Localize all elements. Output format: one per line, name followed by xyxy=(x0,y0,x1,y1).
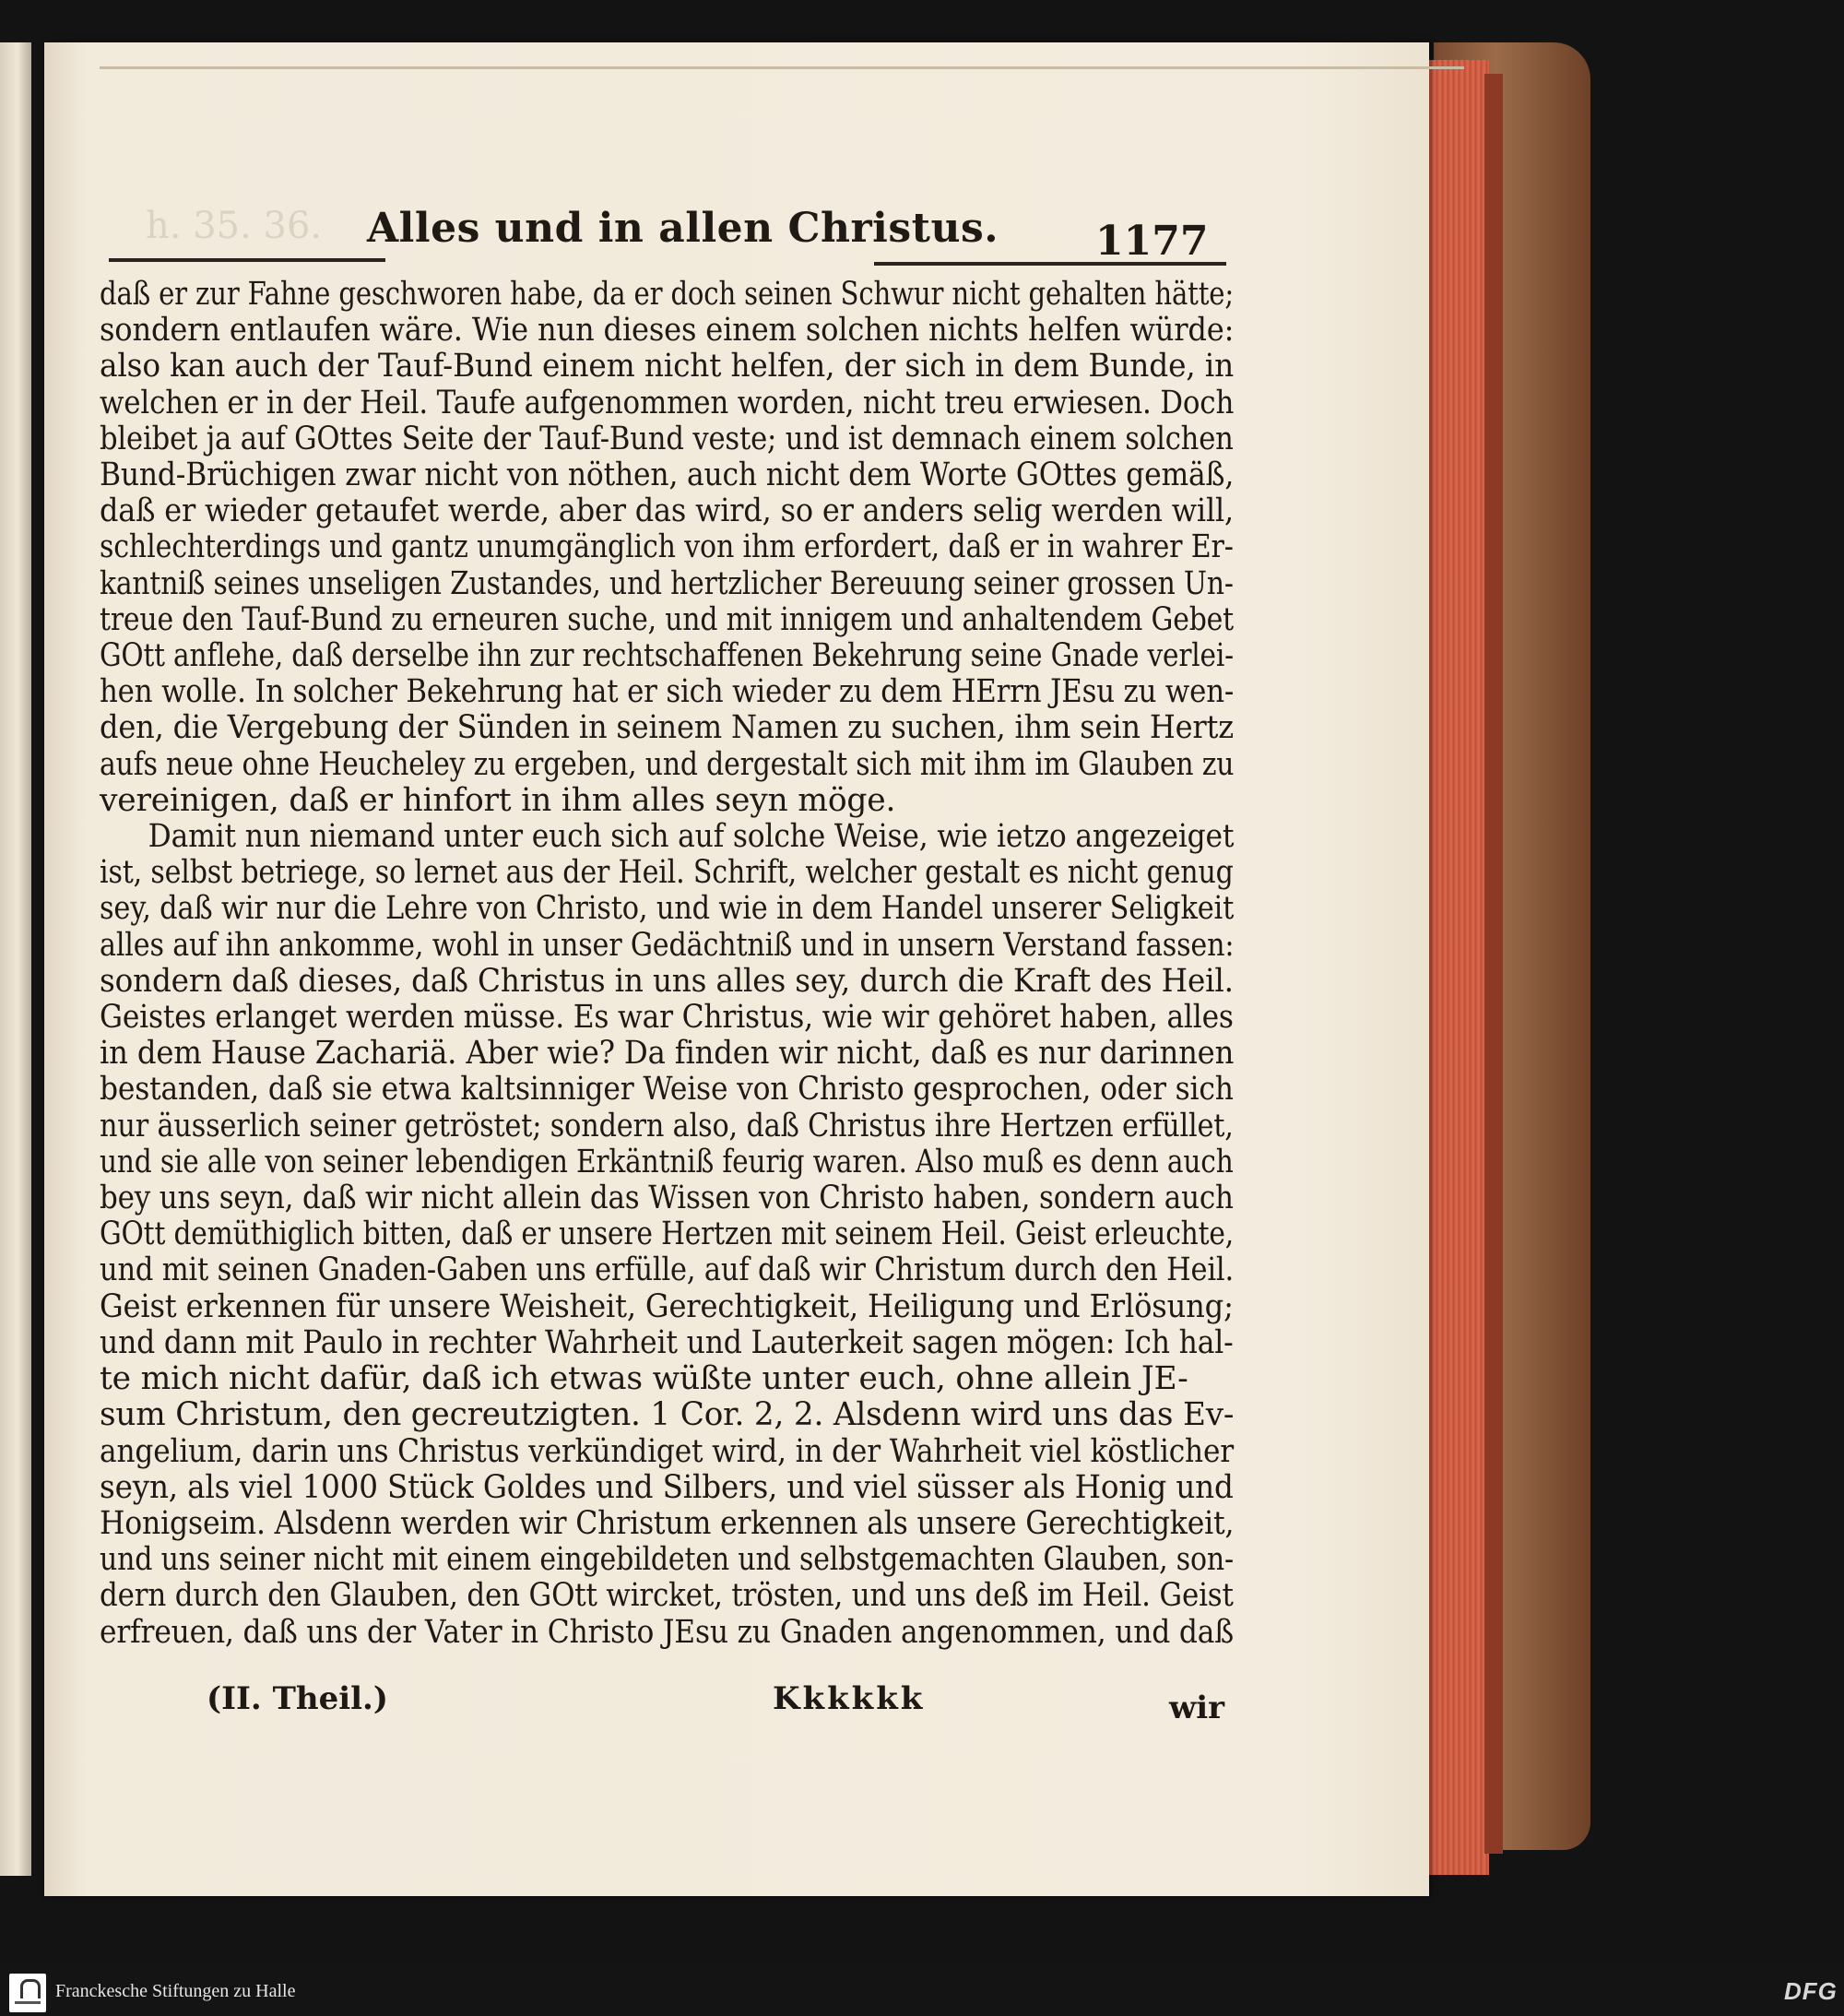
text-line: angelium, darin uns Christus verkündiget wird, in der Wahrheit viel köstlicher xyxy=(100,1432,1235,1470)
text-line: bleibet ja auf GOttes Seite der Tauf-Bund veste; und ist demnach einem solchen xyxy=(100,420,1234,457)
text-line: Bund-Brüchigen zwar nicht von nöthen, auch nicht dem Worte GOttes gemäß, xyxy=(100,457,1235,494)
text-line: seyn, als viel 1000 Stück Goldes und Silbers, und viel süsser als Honig und xyxy=(100,1468,1234,1506)
page-edge-shadow xyxy=(1484,74,1503,1854)
text-line: dern durch den Glauben, den GOtt wircket, trösten, und uns deß im Heil. Geist xyxy=(100,1577,1234,1615)
text-line: treue den Tauf-Bund zu erneuren suche, und mit innigem und anhaltendem Gebet xyxy=(100,600,1234,638)
bleed-through-text: h. 35. 36. xyxy=(146,205,323,247)
text-line: und uns seiner nicht mit einem eingebildeten und selbstgemachten Glauben, son- xyxy=(100,1541,1234,1579)
volume-signature: (II. Theil.) xyxy=(207,1680,388,1717)
text-line: Geist erkennen für unsere Weisheit, Gerechtigkeit, Heiligung und Erlösung; xyxy=(100,1287,1234,1325)
text-line: GOtt anflehe, daß derselbe ihn zur rechtschaffenen Bekehrung seine Gnade verlei- xyxy=(100,637,1234,675)
institution-name: Franckesche Stiftungen zu Halle xyxy=(55,1981,296,2001)
running-head xyxy=(44,205,1429,265)
text-line: und dann mit Paulo in rechter Wahrheit und Lauterkeit sagen mögen: Ich hal- xyxy=(100,1323,1234,1361)
text-line: und sie alle von seiner lebendigen Erkäntniß feurig waren. Also muß es denn auch xyxy=(100,1143,1234,1180)
catchword: wir xyxy=(1169,1690,1225,1726)
text-line: also kan auch der Tauf-Bund einem nicht helfen, der sich in dem Bunde, in xyxy=(100,348,1235,385)
page-number: 1177 xyxy=(1095,218,1209,265)
text-line: erfreuen, daß uns der Vater in Christo JEsu zu Gnaden angenommen, und daß xyxy=(100,1613,1234,1651)
text-line: sondern daß dieses, daß Christus in uns alles sey, durch die Kraft des Heil. xyxy=(100,962,1234,1000)
book-page xyxy=(44,42,1429,1896)
text-line: aufs neue ohne Heucheley zu ergeben, und dergestalt sich mit ihm im Glauben zu xyxy=(100,745,1235,783)
francke-foundations-logo-icon xyxy=(9,1974,46,2012)
text-line: daß er zur Fahne geschworen habe, da er doch seinen Schwur nicht gehalten hätte; xyxy=(100,276,1234,313)
text-line: GOtt demüthiglich bitten, daß er unsere Hertzen mit seinem Heil. Geist erleuchte, xyxy=(100,1216,1234,1253)
head-rule-left xyxy=(109,258,385,262)
page-top-edge xyxy=(100,66,1464,69)
text-line: sondern entlaufen wäre. Wie nun dieses einem solchen nichts helfen würde: xyxy=(100,312,1235,350)
body-text xyxy=(100,277,1234,1651)
text-line: kantniß seines unseligen Zustandes, und hertzlicher Bereuung seiner grossen Un- xyxy=(100,564,1234,602)
viewer-footer-bar xyxy=(0,1969,1844,2016)
text-line: vereinigen, daß er hinfort in ihm alles seyn möge. xyxy=(100,781,896,819)
text-line: daß er wieder getaufet werde, aber das wird, so er anders selig werden will, xyxy=(100,492,1234,530)
text-line: nur äusserlich seiner getröstet; sondern also, daß Christus ihre Hertzen erfüllet, xyxy=(100,1107,1234,1144)
text-line: Geistes erlanget werden müsse. Es war Christus, wie wir gehöret haben, alles xyxy=(100,999,1234,1037)
text-line: alles auf ihn ankomme, wohl in unser Gedächtniß und in unsern Verstand fassen: xyxy=(100,926,1235,964)
text-line: Honigseim. Alsdenn werden wir Christum erkennen als unsere Gerechtigkeit, xyxy=(100,1504,1235,1542)
page-footer xyxy=(100,1680,1234,1726)
previous-page-edge xyxy=(0,42,31,1876)
text-line: sum Christum, den gecreutzigten. 1 Cor. 2, 2. Alsdenn wird uns das Ev- xyxy=(100,1396,1235,1434)
dfg-logo: DFG xyxy=(1784,1977,1838,2005)
text-line: ist, selbst betriege, so lernet aus der Heil. Schrift, welcher gestalt es nicht genug xyxy=(100,854,1234,892)
text-line: und mit seinen Gnaden-Gaben uns erfülle, auf daß wir Christum durch den Heil. xyxy=(100,1251,1234,1289)
text-line: Damit nun niemand unter euch sich auf solche Weise, wie ietzo angezeiget xyxy=(148,818,1235,856)
text-line: te mich nicht dafür, daß ich etwas wüßte unter euch, ohne allein JE- xyxy=(100,1360,1188,1398)
text-line: schlechterdings und gantz unumgänglich von ihm erfordert, daß er in wahrer Er- xyxy=(100,528,1234,566)
text-line: welchen er in der Heil. Taufe aufgenommen worden, nicht treu erwiesen. Doch xyxy=(100,384,1235,421)
text-line: den, die Vergebung der Sünden in seinem Namen zu suchen, ihm sein Hertz xyxy=(100,709,1234,747)
text-line: hen wolle. In solcher Bekehrung hat er sich wieder zu dem HErrn JEsu zu wen- xyxy=(100,673,1235,711)
running-head-title: Alles und in allen Christus. xyxy=(367,205,999,252)
sheet-signature-mark: Kkkkkk xyxy=(773,1680,926,1717)
text-line: bey uns seyn, daß wir nicht allein das Wissen von Christo haben, sondern auch xyxy=(100,1180,1234,1217)
text-line: bestanden, daß sie etwa kaltsinniger Weise von Christo gesprochen, oder sich xyxy=(100,1071,1234,1109)
text-line: in dem Hause Zachariä. Aber wie? Da finden wir nicht, daß es nur darinnen xyxy=(100,1035,1235,1073)
text-line: sey, daß wir nur die Lehre von Christo, und wie in dem Handel unserer Seligkeit xyxy=(100,890,1235,928)
